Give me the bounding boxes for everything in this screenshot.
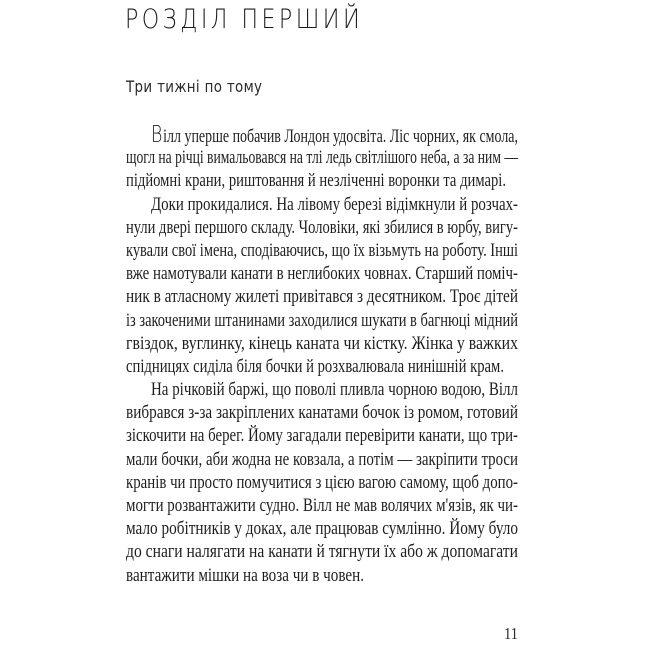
text-line [126,518,518,541]
text-line-content [151,194,518,217]
text-line-content [126,518,518,541]
text-line [126,472,518,495]
text-line-content [126,495,518,518]
text-line-text: кранів чи просто помучитися з цією вагою самому, щоб допо- [126,472,518,493]
text-line-text: спідницях сиділа біля бочки й розхвалювала нинішній крам. [126,356,504,377]
text-line-content [126,402,518,425]
text-line-content [126,541,518,564]
text-line-content [126,472,518,495]
text-line-text: могти розвантажити судно. Вілл не мав волячих м'язів, як чи- [126,496,518,516]
text-line [126,449,518,472]
text-line [126,263,518,286]
text-line-text: Доки прокидалися. На лівому березі відімкнули й розчах- [151,194,518,215]
body-text [126,124,518,588]
text-line-content [126,240,518,263]
text-line [126,194,518,217]
text-line-text: ілл уперше побачив Лондон удосвіта. Ліс чорних, як смола, [163,127,518,147]
text-line-content [151,124,518,149]
text-line [126,147,518,170]
text-line-text: вже намотували канати в неглибоких човнах. Старший поміч- [126,264,518,285]
text-line-content [126,449,518,472]
chapter-title: РОЗДІЛ ПЕРШИЙ [125,4,364,35]
text-line-content [126,170,506,193]
text-line [126,356,518,379]
text-line-content [126,333,518,356]
text-line [126,124,518,147]
text-line [126,240,518,263]
text-line [126,565,518,588]
text-line-content [126,147,518,170]
text-line-text: гвіздок, вуглинку, кінець каната чи кістку. Жінка у важких [126,333,518,354]
text-line-text: вибрався з-за закріплених канатами бочок із ромом, готовий [126,403,518,424]
text-line-content [126,425,518,448]
text-line-text: зіскочити на берег. Йому загадали перевірити канати, що три- [126,426,518,447]
text-line-content [126,263,518,286]
text-line-content [151,379,518,402]
text-line-content [126,310,518,333]
text-line [126,286,518,309]
text-line [126,310,518,333]
text-line-text: ник в атласному жилеті привітався з десятником. Троє дітей [126,287,518,308]
text-line-text: щогл на річці вимальовався на тлі ледь світлішого неба, а за ним — [126,148,518,169]
text-line [126,541,518,564]
text-line-content [126,356,504,379]
text-line-text: мало робітників у доках, але працював сумлінно. Йому було [126,519,518,540]
text-line [126,217,518,240]
text-line-text: із закоченими штанинами заходилися шукати в багнюці мідний [126,310,518,331]
text-line-text: підйомні крани, риштовання й незліченні воронки та димарі. [126,171,506,192]
text-line-text: вантажити мішки на воза чи в човен. [126,565,364,586]
text-line-content [126,217,518,240]
text-line [126,379,518,402]
text-line [126,333,518,356]
text-line-content [126,565,364,588]
text-line [126,170,518,193]
chapter-subtitle: Три тижні по тому [126,77,263,96]
text-line-content [126,286,518,309]
text-line-text: нули двері першого складу. Чоловіки, які збилися в юрбу, вигу- [126,217,518,238]
drop-cap: В [151,122,163,148]
text-line-text: мали бочки, аби жодна не ковзала, а потім — закріпити троси [126,449,518,470]
text-line [126,495,518,518]
text-line-text: кували свої імена, сподіваючись, що їх візьмуть на роботу. Інші [126,240,518,261]
text-line [126,425,518,448]
page-number: 11 [504,624,518,643]
text-line-text: На річковій баржі, що поволі пливла чорною водою, Вілл [151,380,518,401]
text-line-text: до снаги налягати на канати й тягнути їх або ж допомагати [126,542,518,563]
text-line [126,402,518,425]
